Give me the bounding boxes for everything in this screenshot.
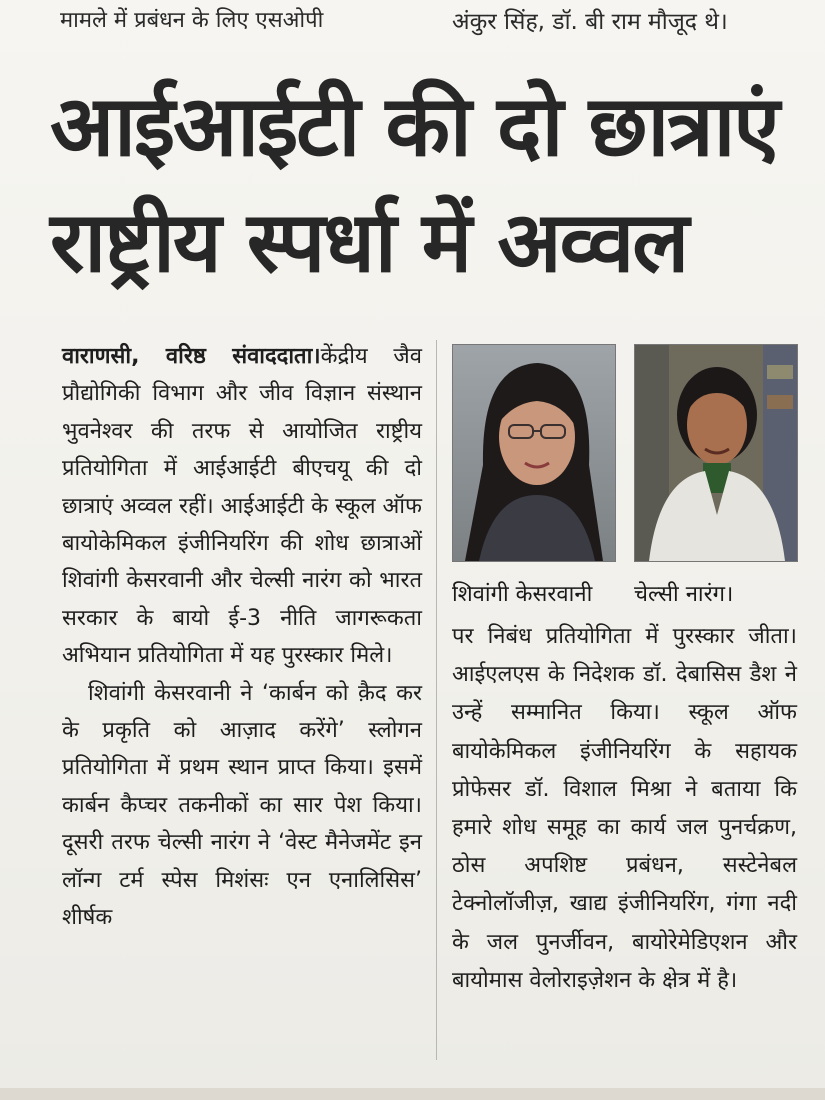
photo-caption-chelsi: चेल्सी नारंग। [634, 582, 734, 607]
headline-line-2: राष्ट्रीय स्पर्धा में अव्वल [50, 193, 688, 291]
portrait-illustration [635, 345, 797, 561]
article-column-right [452, 618, 797, 1000]
column-divider [436, 340, 437, 1060]
previous-article-fragment-right: अंकुर सिंह, डॉ. बी राम मौजूद थे। [452, 9, 728, 35]
article-column-left [62, 338, 422, 937]
photo-shivangi-kesarwani [452, 344, 616, 562]
headline-line-1: आईआईटी की दो छात्राएं [50, 77, 778, 175]
article-paragraph-1: केंद्रीय जैव प्रौद्योगिकी विभाग और जीव विज्ञान संस्थान भुवनेश्वर की तरफ से आयोजित राष्ट्रीय प्रतियोगिता में आईआईटी बीएचयू की दो छात्राएं अव्वल रहीं। आईआईटी के स्कूल ऑफ बायोकेमिकल इंजीनियरिंग की शोध छात्राओं शिवांगी केसरवानी और चेल्सी नारंग को भारत सरकार के बायो ई-3 नीति जागरूकता अभियान प्रतियोगिता में यह पुरस्कार मिले। [62, 344, 422, 669]
article-paragraph-3: पर निबंध प्रतियोगिता में पुरस्कार जीता। आईएलएस के निदेशक डॉ. देबासिस डैश ने उन्हें सम्मानित किया। स्कूल ऑफ बायोकेमिकल इंजीनियरिंग के सहायक प्रोफेसर डॉ. विशाल मिश्रा ने बताया कि हमारे शोध समूह का कार्य जल पुनर्चक्रण, ठोस अपशिष्ट प्रबंधन, सस्टेनेबल टेक्नोलॉजीज़, खाद्य इंजीनियरिंग, गंगा नदी के जल पुनर्जीवन, बायोरेमेडिएशन और बायोमास वेलोराइज़ेशन के क्षेत्र में है। [452, 624, 797, 993]
article-dateline: वाराणसी, वरिष्ठ संवाददाता। [62, 344, 321, 369]
previous-article-fragment-left: मामले में प्रबंधन के लिए एसओपी [60, 8, 324, 33]
article-paragraph-2: शिवांगी केसरवानी ने ‘कार्बन को क़ैद कर के प्रकृति को आज़ाद करेंगे’ स्लोगन प्रतियोगिता में प्रथम स्थान प्राप्त किया। इसमें कार्बन कैप्चर तकनीकों का सार पेश किया। दूसरी तरफ चेल्सी नारंग ने ‘वेस्ट मैनेजमेंट इन लॉन्ग टर्म स्पेस मिशंसः एन एनालिसिस’ शीर्षक [62, 680, 422, 931]
portrait-illustration [453, 345, 615, 561]
article-headline [50, 70, 810, 302]
photo-caption-shivangi: शिवांगी केसरवानी [452, 582, 593, 607]
page-bottom-edge [0, 1088, 825, 1100]
photo-chelsi-narang [634, 344, 798, 562]
